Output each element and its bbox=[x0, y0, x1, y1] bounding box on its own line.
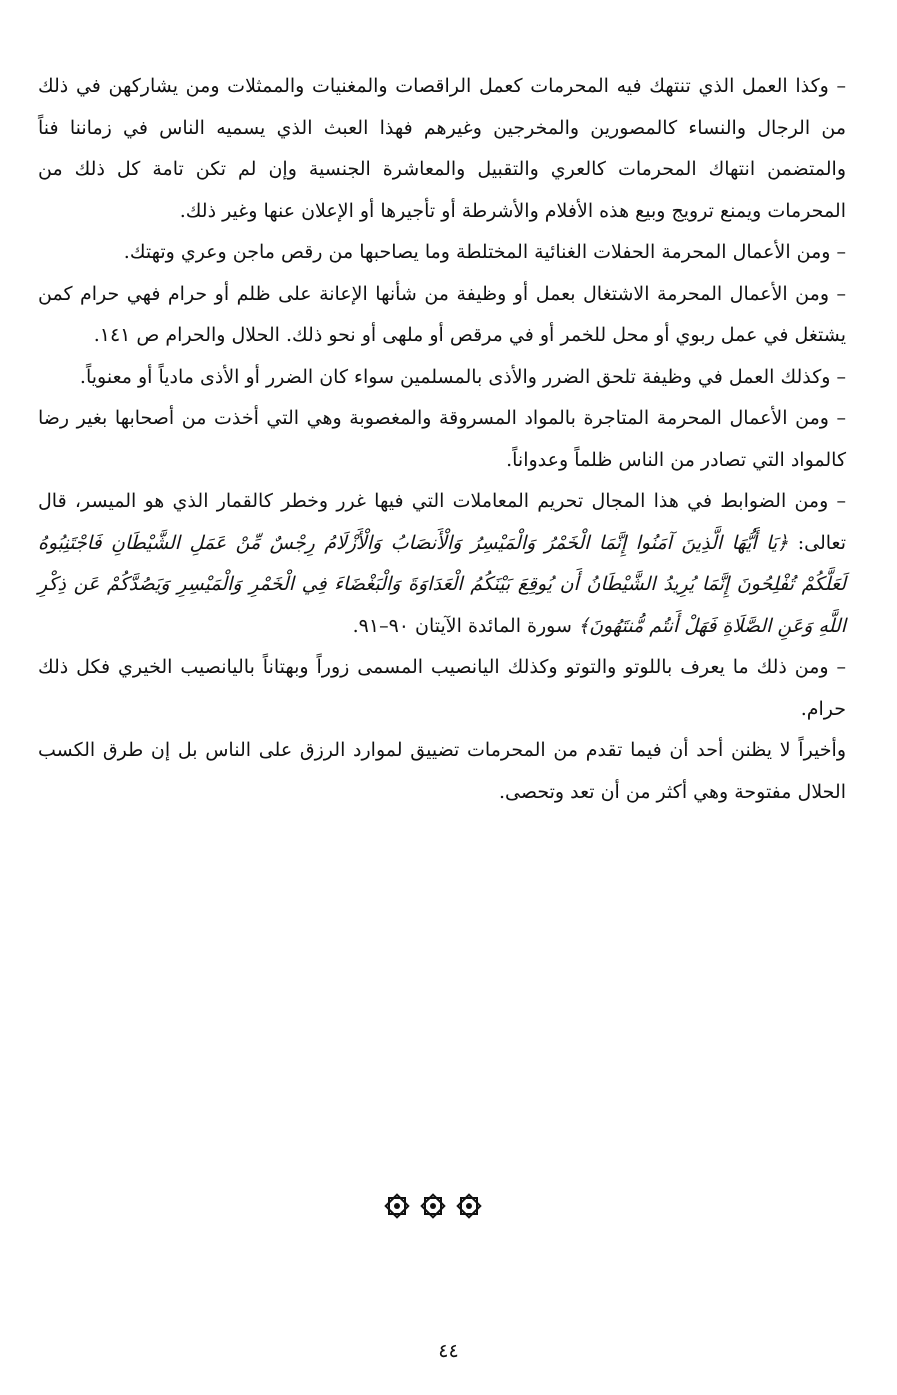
quran-verse: ﴿يَا أَيُّهَا الَّذِينَ آمَنُوا إِنَّمَا الْخَمْرُ وَالْمَيْسِرُ وَالْأَنصَابُ وَالْأَزْلَامُ رِجْسٌ مِّنْ عَمَلِ الشَّيْطَانِ فَاجْتَنِبُوهُ لَعَلَّكُمْ تُفْلِحُونَ إِنَّمَا يُرِيدُ الشَّيْطَانُ أَن يُوقِعَ بَيْنَكُمُ الْعَدَاوَةَ وَالْبَغْضَاءَ فِي الْخَمْرِ وَالْمَيْسِرِ وَيَصُدَّكُمْ عَن ذِكْرِ اللَّهِ وَعَنِ الصَّلَاةِ فَهَلْ أَنتُم مُّنتَهُونَ﴾ bbox=[38, 531, 846, 637]
paragraph-mixed-concerts: – ومن الأعمال المحرمة الحفلات الغنائية المختلطة وما يصاحبها من رقص ماجن وعري وتهتك. bbox=[123, 241, 846, 263]
paragraph-gambling bbox=[38, 481, 846, 647]
paragraph-entertainment-work: – وكذا العمل الذي تنتهك فيه المحرمات كعمل الراقصات والمغنيات والممثلات ومن يشاركهن في ذلك من الرجال والنساء كالمصورين والمخرجين وغيرهم فهذا العبث الذي يسميه الناس في زماننا فناً والمتضمن انتهاك المحرمات كالعري والتقبيل والمعاشرة الجنسية وإن لم تكن تامة كل ذلك من المحرمات ويمنع ترويج وبيع هذه الأفلام والأشرطة أو تأجيرها أو الإعلان عنها وغير ذلك. bbox=[38, 75, 846, 222]
section-ornament bbox=[383, 1188, 483, 1224]
paragraph-forbidden-jobs: – ومن الأعمال المحرمة الاشتغال بعمل أو وظيفة من شأنها الإعانة على ظلم أو حرام فهي حرام كمن يشتغل في عمل ربوي أو محل للخمر أو في مرقص أو ملهى أو نحو ذلك. الحلال والحرام ص ١٤١. bbox=[38, 282, 846, 346]
paragraph-conclusion: وأخيراً لا يظنن أحد أن فيما تقدم من المحرمات تضييق لموارد الرزق على الناس بل إن طرق الكسب الحلال مفتوحة وهي أكثر من أن تعد وتحصى. bbox=[38, 739, 846, 803]
ornament-star-icon bbox=[383, 1192, 411, 1220]
paragraph-stolen-goods: – ومن الأعمال المحرمة المتاجرة بالمواد المسروقة والمغصوبة وهي التي أخذت من أصحابها بغير رضا كالمواد التي تصادر من الناس ظلماً وعدواناً. bbox=[38, 407, 846, 471]
verse-citation: سورة المائدة الآيتان ٩٠–٩١. bbox=[352, 614, 578, 637]
paragraph-lottery: – ومن ذلك ما يعرف باللوتو والتوتو وكذلك اليانصيب المسمى زوراً وبهتاناً باليانصيب الخيري فكل ذلك حرام. bbox=[38, 656, 846, 720]
gambling-intro: – ومن الضوابط في هذا المجال تحريم المعاملات التي فيها غرر وخطر كالقمار الذي هو الميسر، قال تعالى: bbox=[38, 490, 846, 554]
paragraph-harmful-work: – وكذلك العمل في وظيفة تلحق الضرر والأذى بالمسلمين سواء كان الضرر أو الأذى مادياً أو معنوياً. bbox=[79, 365, 846, 388]
page-number: ٤٤ bbox=[438, 1340, 459, 1362]
ornament-star-icon bbox=[455, 1192, 483, 1220]
body-text bbox=[38, 66, 846, 813]
ornament-star-icon bbox=[419, 1192, 447, 1220]
